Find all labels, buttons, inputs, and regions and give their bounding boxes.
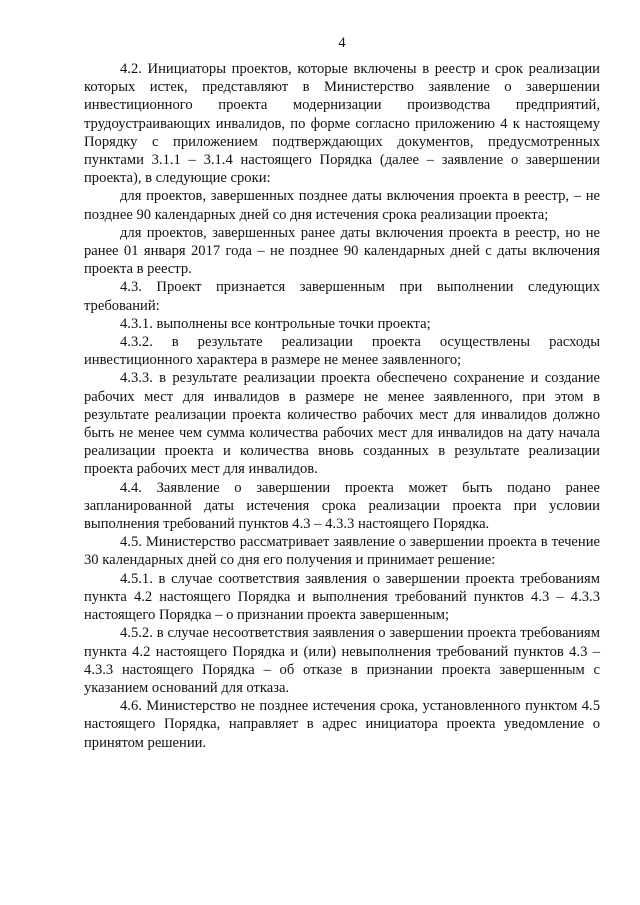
paragraph-4-3-2: 4.3.2. в результате реализации проекта осуществлены расходы инвестиционного характера в размере не менее заявленного; xyxy=(84,334,600,369)
paragraph-4-5-1: 4.5.1. в случае соответствия заявления о завершении проекта требованиям пункта 4.2 настоящего Порядка и выполнения требований пунктов 4.3 – 4.3.3 настоящего Порядка – о признании проекта завершенным; xyxy=(84,570,600,624)
paragraph-4-2-term-earlier: для проектов, завершенных ранее даты включения проекта в реестр, но не ранее 01 января 2017 года – не позднее 90 календарных дней с даты включения проекта в реестр. xyxy=(84,224,600,278)
paragraph-4-6: 4.6. Министерство не позднее истечения срока, установленного пунктом 4.5 настоящего Порядка, направляет в адрес инициатора проекта уведомление о принятом решении. xyxy=(84,698,600,751)
paragraph-4-5-2: 4.5.2. в случае несоответствия заявления о завершении проекта требованиям пункта 4.2 настоящего Порядка и (или) невыполнения требований пунктов 4.3 – 4.3.3 настоящего Порядка – об отказе в признании проекта завершенным с указанием оснований для отказа. xyxy=(84,625,600,696)
paragraph-4-3: 4.3. Проект признается завершенным при выполнении следующих требований: xyxy=(84,279,600,314)
paragraph-4-2: 4.2. Инициаторы проектов, которые включены в реестр и срок реализации которых истек, представляют в Министерство заявление о завершении инвестиционного проекта модернизации производства предприятий, трудоустраивающих инвалидов, по форме согласно приложению 4 к настоящему Порядку с приложением подтверждающих документов, предусмотренных пунктами 3.1.1 – 3.1.4 настоящего Порядка (далее – заявление о завершении проекта), в следующие сроки: xyxy=(84,61,600,187)
paragraph-4-2-term-later: для проектов, завершенных позднее даты включения проекта в реестр, – не позднее 90 календарных дней со дня истечения срока реализации проекта; xyxy=(84,188,600,223)
paragraph-4-3-3: 4.3.3. в результате реализации проекта обеспечено сохранение и создание рабочих мест для инвалидов в размере не менее заявленного, при этом в результате реализации проекта количество рабочих мест для инвалидов должно быть не менее чем сумма количества рабочих мест для инвалидов на дату начала реализации проекта и количества вновь созданных в результате реализации проекта рабочих мест для инвалидов. xyxy=(84,370,600,478)
paragraph-4-5: 4.5. Министерство рассматривает заявление о завершении проекта в течение 30 календарных дней со дня его получения и принимает решение: xyxy=(84,534,600,569)
page-number: 4 xyxy=(338,35,346,51)
paragraph-4-3-1: 4.3.1. выполнены все контрольные точки проекта; xyxy=(120,315,431,332)
document-page xyxy=(84,34,600,752)
paragraph-4-4: 4.4. Заявление о завершении проекта может быть подано ранее запланированной даты истечения срока реализации проекта при условии выполнения требований пунктов 4.3 – 4.3.3 настоящего Порядка. xyxy=(84,479,600,533)
